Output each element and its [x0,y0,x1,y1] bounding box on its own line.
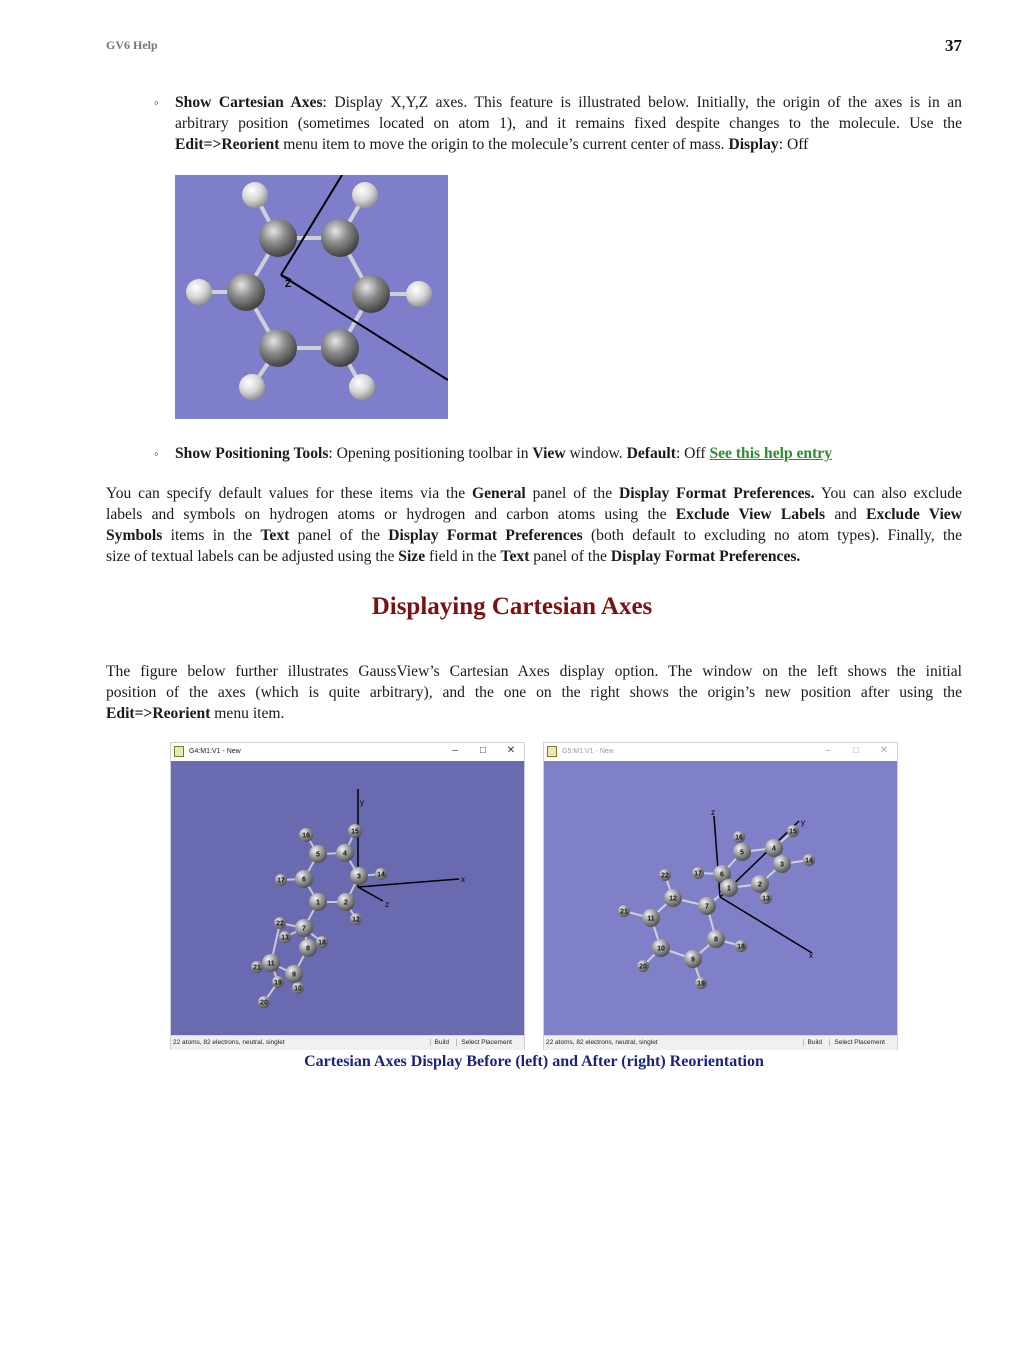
atom-label: 11 [267,960,275,968]
atom-label: 7 [705,903,709,911]
atom[interactable] [275,874,287,886]
atom-label: 1 [316,899,320,907]
atom-label: 15 [351,828,359,836]
axis-label: x [809,951,813,960]
atom-label: 5 [316,851,320,859]
bullet-marker: ◦ [154,446,159,461]
atom[interactable] [803,854,815,866]
positioning-tools-item [175,443,962,464]
atom-label: 10 [657,945,665,953]
atom[interactable] [698,897,716,915]
atom[interactable] [337,893,355,911]
axis-label-z: Z [285,279,292,290]
atom[interactable] [299,828,313,842]
atom-label: 18 [737,943,745,951]
figure-caption: Cartesian Axes Display Before (left) and After (right) Reorientation [304,1053,764,1070]
atom-label: 6 [720,871,724,879]
atom[interactable] [733,843,751,861]
atom-label: 16 [735,834,743,842]
atom[interactable] [309,893,327,911]
benzene-axes-figure [175,175,448,419]
gaussview-window-before [170,742,525,1050]
atom-label: 3 [357,873,361,881]
atom-label: 14 [377,871,385,879]
atom[interactable] [618,905,630,917]
section-heading: Displaying Cartesian Axes [371,593,653,620]
atom-label: 20 [639,963,647,971]
axis-label: y [801,818,805,827]
atom-label: 7 [302,925,306,933]
bullet-marker: ◦ [154,95,159,110]
atom[interactable] [272,976,284,988]
select-placement-status[interactable]: Select Placement [456,1039,512,1046]
axis-label: x [461,875,465,884]
atom-label: 5 [740,849,744,857]
select-placement-status[interactable]: Select Placement [829,1039,885,1046]
cartesian-axes-item [175,92,962,155]
atom-label: 9 [691,956,695,964]
axis-label: z [711,808,715,817]
cartesian-line-1: Show Cartesian Axes: Display X,Y,Z axes. This feature is illustrated below. Initially, the origin of the axes is in an [175,94,962,111]
atom-label: 21 [620,908,628,916]
close-icon[interactable]: ✕ [879,745,889,756]
atom[interactable] [285,965,303,983]
gaussview-window-after [543,742,898,1050]
gaussview-app-icon [174,746,184,757]
atom-label: 18 [318,939,326,947]
atom[interactable] [760,892,772,904]
atom[interactable] [336,844,354,862]
cartesian-line-2: arbitrary position (sometimes located on atom 1), and it remains fixed despite changes to the molecule. Use the [175,115,962,132]
atom[interactable] [773,855,791,873]
atom-label: 15 [789,828,797,836]
window-titlebar[interactable] [171,743,524,761]
atom-label: 22 [276,920,284,928]
running-head: GV6 Help [106,38,158,52]
atom-label: 3 [780,861,784,869]
atom-label: 10 [294,985,302,993]
atom[interactable] [751,875,769,893]
atom-label: 14 [805,857,813,865]
atom[interactable] [695,977,707,989]
atom-label: 8 [306,945,310,953]
help-entry-link[interactable]: See this help entry [709,445,833,462]
atom[interactable] [299,939,317,957]
atom[interactable] [692,867,704,879]
atom[interactable] [684,950,702,968]
cartesian-term: Show Cartesian Axes [175,94,323,111]
atom[interactable] [652,939,670,957]
atom-label: 16 [302,832,310,840]
positioning-term: Show Positioning Tools [175,445,329,462]
atom[interactable] [787,825,799,837]
page-number: 37 [945,36,962,55]
atom-label: 2 [344,899,348,907]
atom-label: 2 [758,881,762,889]
atom-label: 17 [277,877,285,885]
maximize-icon[interactable]: □ [852,745,860,756]
build-status[interactable]: Build [803,1039,822,1046]
atom-label: 22 [661,872,669,880]
atom[interactable] [733,831,745,843]
atom-label: 8 [714,936,718,944]
build-status[interactable]: Build [430,1039,449,1046]
axis-label: y [360,798,364,807]
atom-label: 11 [647,915,655,923]
atom-label: 21 [253,964,261,972]
atom[interactable] [316,936,328,948]
atom[interactable] [720,879,738,897]
atom-label: 12 [669,895,677,903]
molecule-view-after[interactable] [544,761,897,1035]
minimize-icon[interactable]: – [825,745,831,756]
atom[interactable] [664,889,682,907]
atom[interactable] [292,982,304,994]
atom[interactable] [295,919,313,937]
atom[interactable] [295,870,313,888]
atom[interactable] [348,824,362,838]
atom[interactable] [735,940,747,952]
atom-label: 6 [302,876,306,884]
atom-label: 19 [274,979,282,987]
status-text: 22 atoms, 82 electrons, neutral, singlet [546,1039,658,1046]
status-text: 22 atoms, 82 electrons, neutral, singlet [173,1039,285,1046]
axis-label: z [385,900,389,909]
atom-label: 13 [281,934,289,942]
atom[interactable] [375,868,387,880]
status-bar [171,1035,524,1050]
atom[interactable] [274,917,286,929]
close-icon[interactable]: ✕ [506,745,516,756]
atom[interactable] [251,961,263,973]
atom[interactable] [350,867,368,885]
atom[interactable] [262,954,280,972]
atom[interactable] [659,869,671,881]
gaussview-app-icon [547,746,557,757]
atom[interactable] [765,839,783,857]
atom[interactable] [637,960,649,972]
atom-label: 9 [292,971,296,979]
minimize-icon[interactable]: – [452,745,458,756]
atom[interactable] [258,996,270,1008]
atom[interactable] [350,913,362,925]
window-titlebar[interactable] [544,743,897,761]
positioning-line: Show Positioning Tools: Opening positioning toolbar in View window. Default: Off See this help entry [175,445,833,462]
atom[interactable] [279,931,291,943]
atom-label: 19 [697,980,705,988]
atom-label: 13 [762,895,770,903]
window-title: G5:M1:V1 - New [562,748,614,755]
maximize-icon[interactable]: □ [479,745,487,756]
defaults-paragraph: You can specify default values for these items via the General panel of the Display Format Preferences. You can also exclude labels and symbols on hydrogen atoms or hydrogen and carbon atoms using the Exclude View Labels and Exclude View Symbols items in the Text panel of the Display Format Preferences (both default to excluding no atom types). Finally, the size of textual labels can be adjusted using the Size field in the Text panel of the Display Format Preferences. [106,485,963,565]
atom-label: 4 [343,850,347,858]
atom-label: 20 [260,999,268,1007]
window-title: G4:M1:V1 - New [189,748,241,755]
atom-label: 12 [352,916,360,924]
cartesian-line-3: Edit=>Reorient menu item to move the origin to the molecule’s current center of mass. Display: Off [175,136,809,153]
atom-label: 17 [694,870,702,878]
atom[interactable] [309,845,327,863]
figure-paragraph: The figure below further illustrates GaussView’s Cartesian Axes display option. The window on the left shows the initial position of the axes (which is quite arbitrary), and the one on the right shows the origin’s new position after using the Edit=>Reorient menu item. [106,663,962,722]
atom-label: 1 [727,885,731,893]
status-bar [544,1035,897,1050]
atom[interactable] [642,909,660,927]
atom[interactable] [707,930,725,948]
atom-label: 4 [772,845,776,853]
molecule-view-before[interactable] [171,761,524,1035]
